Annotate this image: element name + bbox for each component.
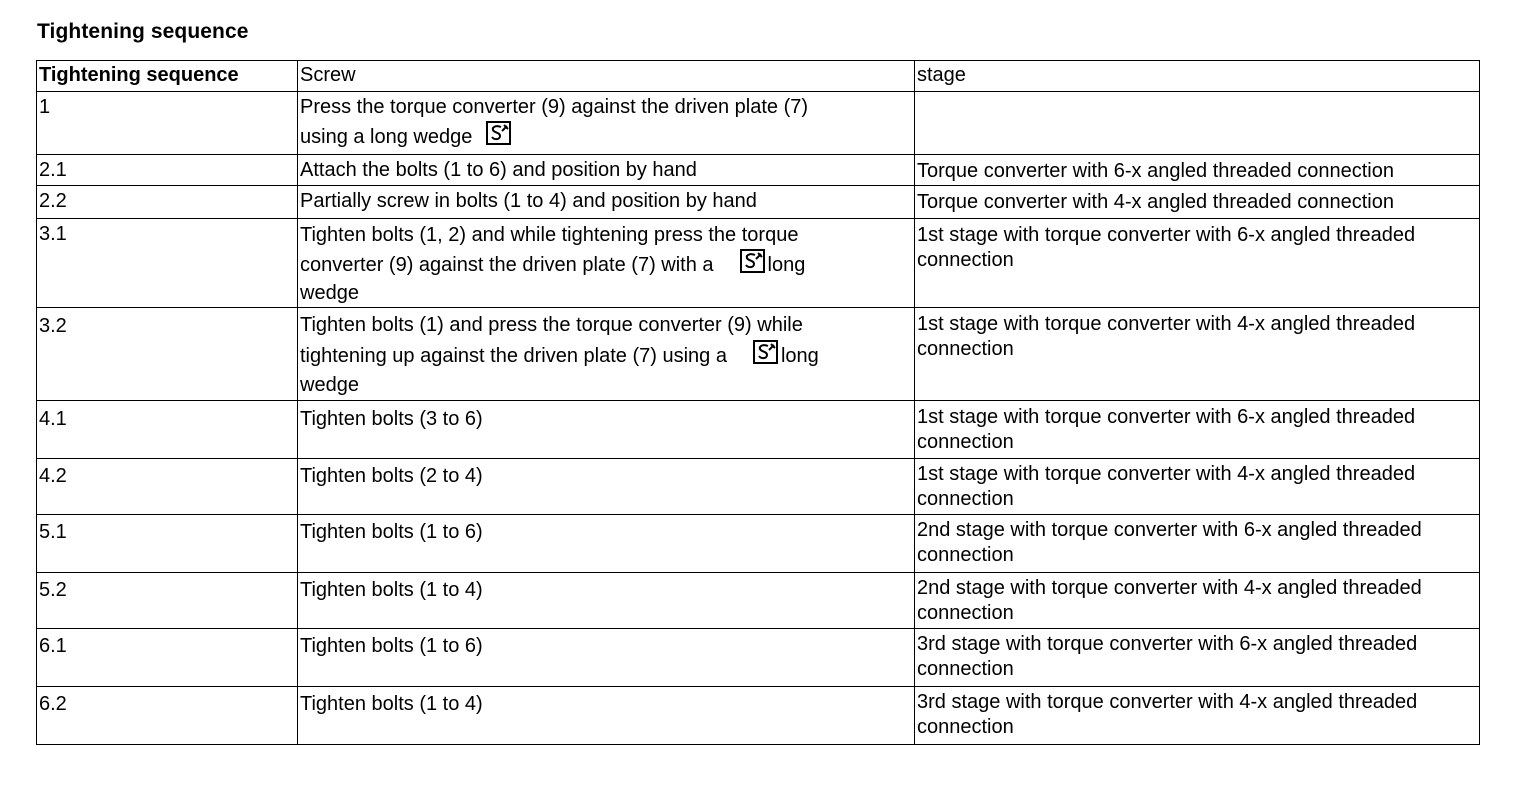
stage-cell: 3rd stage with torque converter with 6-x angled threaded connection: [915, 629, 1480, 687]
step-cell: 4.2: [37, 459, 298, 515]
step-cell: 4.1: [37, 401, 298, 459]
stage-cell: 1st stage with torque converter with 4-x angled threaded connection: [915, 459, 1480, 515]
screw-cell: [298, 92, 915, 155]
screw-text: wedge: [300, 374, 359, 396]
screw-text: Tighten bolts (1) and press the torque converter (9) while: [300, 314, 803, 336]
page-title: Tightening sequence: [37, 20, 249, 43]
special-tool-icon: [740, 249, 765, 273]
step-cell: 6.2: [37, 687, 298, 745]
screw-text: Press the torque converter (9) against the driven plate (7): [300, 96, 809, 118]
special-tool-icon: [486, 121, 511, 145]
table-row: [37, 573, 1480, 629]
table-row: [37, 515, 1480, 573]
header-screw: Screw: [298, 61, 915, 92]
screw-cell: Tighten bolts (2 to 4): [298, 459, 915, 515]
screw-text: Tighten bolts (1, 2) and while tightening press the torque: [300, 224, 799, 246]
screw-cell: [298, 219, 915, 308]
stage-cell: Torque converter with 6-x angled threaded connection: [915, 155, 1480, 186]
stage-cell: 3rd stage with torque converter with 4-x angled threaded connection: [915, 687, 1480, 745]
table-row: [37, 687, 1480, 745]
screw-cell: Tighten bolts (1 to 6): [298, 629, 915, 687]
screw-cell: Tighten bolts (1 to 4): [298, 687, 915, 745]
screw-cell: Tighten bolts (1 to 4): [298, 573, 915, 629]
stage-cell: 1st stage with torque converter with 6-x angled threaded connection: [915, 401, 1480, 459]
table-row: [37, 401, 1480, 459]
screw-text: using a long wedge: [300, 126, 473, 148]
screw-cell: Tighten bolts (3 to 6): [298, 401, 915, 459]
screw-cell: [298, 308, 915, 401]
screw-cell: Tighten bolts (1 to 6): [298, 515, 915, 573]
screw-cell: Partially screw in bolts (1 to 4) and position by hand: [298, 186, 915, 219]
table-row: [37, 459, 1480, 515]
step-cell: 3.2: [37, 308, 298, 401]
step-cell: 1: [37, 92, 298, 155]
special-tool-icon: [753, 340, 778, 364]
step-cell: 2.1: [37, 155, 298, 186]
table-header-row: [37, 61, 1480, 92]
table-row: [37, 219, 1480, 308]
stage-cell: Torque converter with 4-x angled threaded connection: [915, 186, 1480, 219]
step-cell: 2.2: [37, 186, 298, 219]
screw-text: tightening up against the driven plate (7) using a: [300, 345, 727, 367]
table-row: [37, 186, 1480, 219]
screw-text: wedge: [300, 282, 359, 304]
header-tightening-sequence: Tightening sequence: [37, 61, 298, 92]
stage-cell: 1st stage with torque converter with 6-x angled threaded connection: [915, 219, 1480, 308]
stage-cell: [915, 92, 1480, 155]
step-cell: 3.1: [37, 219, 298, 308]
screw-cell: Attach the bolts (1 to 6) and position by hand: [298, 155, 915, 186]
screw-text: converter (9) against the driven plate (7) with a: [300, 254, 714, 276]
stage-cell: 2nd stage with torque converter with 6-x angled threaded connection: [915, 515, 1480, 573]
table-row: [37, 155, 1480, 186]
table-row: [37, 629, 1480, 687]
stage-cell: 1st stage with torque converter with 4-x angled threaded connection: [915, 308, 1480, 401]
table-row: [37, 92, 1480, 155]
step-cell: 5.2: [37, 573, 298, 629]
screw-text: long: [780, 345, 819, 367]
step-cell: 5.1: [37, 515, 298, 573]
header-stage: stage: [915, 61, 1480, 92]
step-cell: 6.1: [37, 629, 298, 687]
table-row: [37, 308, 1480, 401]
screw-text: long: [767, 254, 806, 276]
stage-cell: 2nd stage with torque converter with 4-x angled threaded connection: [915, 573, 1480, 629]
tightening-sequence-table: [36, 60, 1480, 745]
